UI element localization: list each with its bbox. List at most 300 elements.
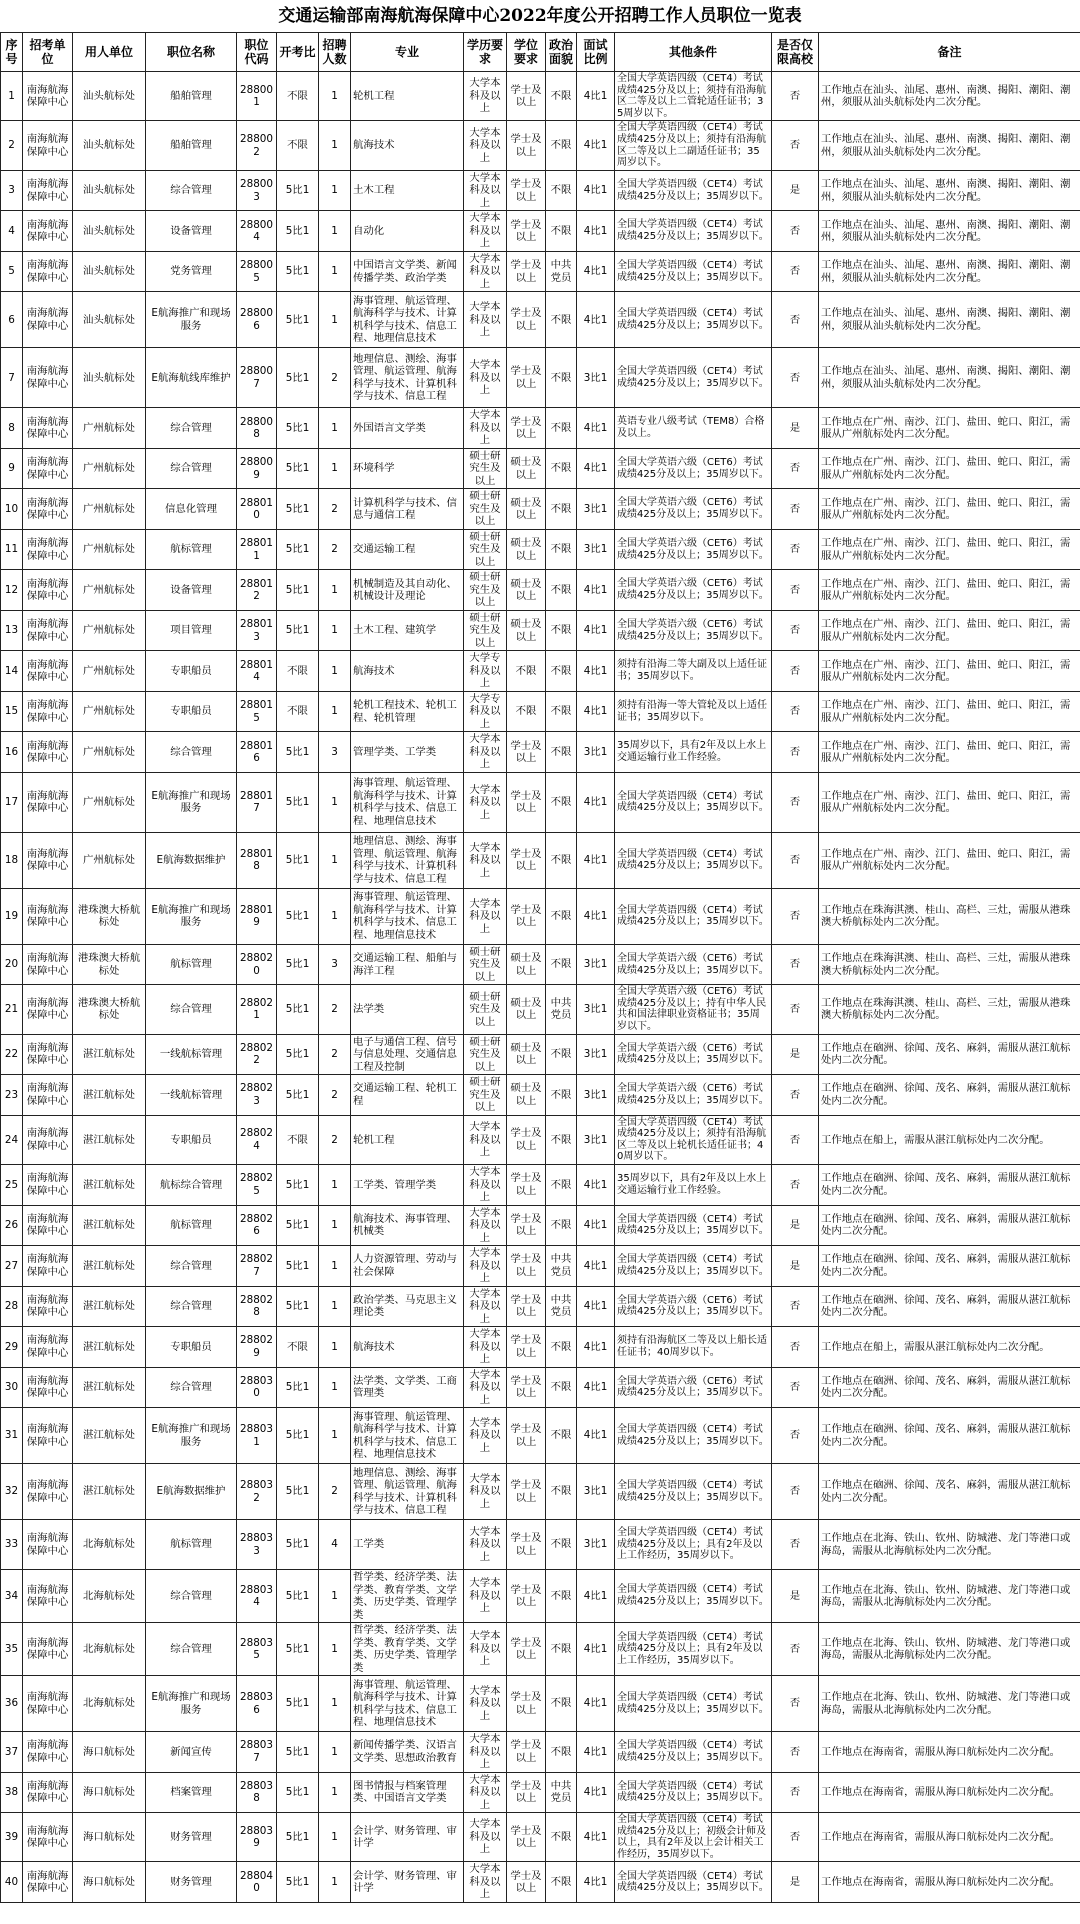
cell-seq: 24 xyxy=(1,1115,23,1164)
cell-major: 交通运输工程、轮机工程 xyxy=(351,1075,464,1116)
cell-graduates-only: 否 xyxy=(772,1286,819,1327)
cell-position-code: 288011 xyxy=(237,529,277,570)
cell-interview-ratio: 3比1 xyxy=(577,1115,615,1164)
cell-seq: 2 xyxy=(1,121,23,170)
cell-seq: 30 xyxy=(1,1367,23,1408)
cell-exam-unit: 南海航海保障中心 xyxy=(23,1772,73,1813)
cell-headcount: 1 xyxy=(319,72,351,121)
cell-employer: 广州航标处 xyxy=(73,691,146,732)
cell-exam-unit: 南海航海保障中心 xyxy=(23,610,73,651)
cell-seq: 25 xyxy=(1,1165,23,1206)
table-row xyxy=(1,888,1080,944)
cell-remarks: 工作地点在硇洲、徐闻、茂名、麻斜，需服从湛江航标处内二次分配。 xyxy=(819,1286,1080,1327)
cell-remarks: 工作地点在汕头、汕尾、惠州、南澳、揭阳、潮阳、潮州，须服从汕头航标处内二次分配。 xyxy=(819,72,1080,121)
cell-political-status: 不限 xyxy=(546,292,577,348)
cell-political-status: 中共党员 xyxy=(546,1246,577,1287)
cell-exam-ratio: 5比1 xyxy=(277,888,319,944)
cell-education: 大学本科及以上 xyxy=(464,1367,507,1408)
cell-major: 图书情报与档案管理类、中国语言文学类 xyxy=(351,1772,464,1813)
cell-political-status: 不限 xyxy=(546,888,577,944)
cell-seq: 21 xyxy=(1,985,23,1034)
cell-graduates-only: 否 xyxy=(772,832,819,888)
cell-political-status: 不限 xyxy=(546,832,577,888)
cell-exam-ratio: 5比1 xyxy=(277,1813,319,1862)
cell-graduates-only: 否 xyxy=(772,1464,819,1520)
cell-position-code: 288007 xyxy=(237,348,277,408)
cell-degree: 学士及以上 xyxy=(507,772,546,832)
cell-education: 大学本科及以上 xyxy=(464,251,507,292)
cell-political-status: 不限 xyxy=(546,408,577,449)
cell-graduates-only: 否 xyxy=(772,348,819,408)
cell-requirements: 全国大学英语四级（CET4）考试成绩425分及以上；35周岁以下。 xyxy=(615,832,772,888)
cell-employer: 湛江航标处 xyxy=(73,1115,146,1164)
cell-graduates-only: 否 xyxy=(772,1813,819,1862)
cell-seq: 29 xyxy=(1,1327,23,1368)
cell-degree: 学士及以上 xyxy=(507,832,546,888)
cell-position-code: 288022 xyxy=(237,1034,277,1075)
table-row xyxy=(1,985,1080,1034)
cell-political-status: 不限 xyxy=(546,1570,577,1623)
cell-employer: 海口航标处 xyxy=(73,1772,146,1813)
cell-education: 大学本科及以上 xyxy=(464,170,507,211)
cell-political-status: 不限 xyxy=(546,691,577,732)
cell-education: 大学本科及以上 xyxy=(464,1623,507,1676)
cell-exam-ratio: 5比1 xyxy=(277,251,319,292)
cell-remarks: 工作地点在海南省，需服从海口航标处内二次分配。 xyxy=(819,1772,1080,1813)
cell-position-code: 288021 xyxy=(237,985,277,1034)
cell-requirements: 全国大学英语六级（CET6）考试成绩425分及以上；35周岁以下。 xyxy=(615,489,772,530)
cell-position-code: 288036 xyxy=(237,1676,277,1732)
cell-employer: 湛江航标处 xyxy=(73,1246,146,1287)
cell-seq: 31 xyxy=(1,1408,23,1464)
cell-position-name: 航标管理 xyxy=(146,1205,237,1246)
cell-remarks: 工作地点在硇洲、徐闻、茂名、麻斜，需服从湛江航标处内二次分配。 xyxy=(819,1246,1080,1287)
cell-major: 航海技术、海事管理、机械类 xyxy=(351,1205,464,1246)
cell-employer: 湛江航标处 xyxy=(73,1075,146,1116)
table-row xyxy=(1,1246,1080,1287)
table-body xyxy=(1,72,1080,1903)
cell-requirements: 全国大学英语四级（CET4）考试成绩425分及以上；35周岁以下。 xyxy=(615,1246,772,1287)
cell-position-code: 288029 xyxy=(237,1327,277,1368)
cell-graduates-only: 是 xyxy=(772,1570,819,1623)
cell-employer: 海口航标处 xyxy=(73,1732,146,1773)
cell-remarks: 工作地点在北海、铁山、钦州、防城港、龙门等港口或海岛，需服从北海航标处内二次分配。 xyxy=(819,1676,1080,1732)
cell-position-name: 船舶管理 xyxy=(146,121,237,170)
cell-exam-unit: 南海航海保障中心 xyxy=(23,408,73,449)
cell-exam-unit: 南海航海保障中心 xyxy=(23,72,73,121)
cell-headcount: 2 xyxy=(319,489,351,530)
cell-employer: 海口航标处 xyxy=(73,1862,146,1903)
cell-major: 土木工程 xyxy=(351,170,464,211)
cell-political-status: 不限 xyxy=(546,1367,577,1408)
cell-requirements: 全国大学英语四级（CET4）考试成绩425分及以上；35周岁以下。 xyxy=(615,1408,772,1464)
cell-remarks: 工作地点在汕头、汕尾、惠州、南澳、揭阳、潮阳、潮州，须服从汕头航标处内二次分配。 xyxy=(819,121,1080,170)
cell-interview-ratio: 4比1 xyxy=(577,211,615,252)
cell-major: 环境科学 xyxy=(351,448,464,489)
cell-exam-ratio: 不限 xyxy=(277,691,319,732)
cell-position-code: 288010 xyxy=(237,489,277,530)
cell-employer: 湛江航标处 xyxy=(73,1367,146,1408)
cell-employer: 港珠澳大桥航标处 xyxy=(73,985,146,1034)
cell-remarks: 工作地点在珠海淇澳、桂山、高栏、三灶，需服从港珠澳大桥航标处内二次分配。 xyxy=(819,888,1080,944)
cell-position-code: 288025 xyxy=(237,1165,277,1206)
cell-education: 大学本科及以上 xyxy=(464,888,507,944)
cell-degree: 学士及以上 xyxy=(507,1205,546,1246)
cell-headcount: 1 xyxy=(319,1732,351,1773)
cell-remarks: 工作地点在广州、南沙、江门、盐田、蛇口、阳江，需服从广州航标处内二次分配。 xyxy=(819,448,1080,489)
cell-headcount: 2 xyxy=(319,985,351,1034)
cell-position-code: 288038 xyxy=(237,1772,277,1813)
cell-major: 土木工程、建筑学 xyxy=(351,610,464,651)
cell-position-code: 288017 xyxy=(237,772,277,832)
cell-interview-ratio: 4比1 xyxy=(577,1813,615,1862)
cell-employer: 广州航标处 xyxy=(73,570,146,611)
cell-interview-ratio: 4比1 xyxy=(577,1165,615,1206)
cell-remarks: 工作地点在海南省，需服从海口航标处内二次分配。 xyxy=(819,1732,1080,1773)
cell-exam-ratio: 5比1 xyxy=(277,489,319,530)
cell-requirements: 全国大学英语四级（CET4）考试成绩425分及以上；35周岁以下。 xyxy=(615,1862,772,1903)
table-row xyxy=(1,408,1080,449)
cell-interview-ratio: 3比1 xyxy=(577,732,615,773)
cell-exam-ratio: 5比1 xyxy=(277,1862,319,1903)
cell-exam-ratio: 5比1 xyxy=(277,1623,319,1676)
cell-exam-ratio: 5比1 xyxy=(277,1520,319,1570)
cell-requirements: 全国大学英语四级（CET4）考试成绩425分及以上；35周岁以下。 xyxy=(615,1732,772,1773)
cell-position-code: 288032 xyxy=(237,1464,277,1520)
cell-position-name: E航海推广和现场服务 xyxy=(146,292,237,348)
cell-remarks: 工作地点在硇洲、徐闻、茂名、麻斜，需服从湛江航标处内二次分配。 xyxy=(819,1165,1080,1206)
cell-position-code: 288018 xyxy=(237,832,277,888)
cell-exam-unit: 南海航海保障中心 xyxy=(23,1623,73,1676)
cell-remarks: 工作地点在硇洲、徐闻、茂名、麻斜，需服从湛江航标处内二次分配。 xyxy=(819,1075,1080,1116)
cell-interview-ratio: 4比1 xyxy=(577,1367,615,1408)
cell-degree: 不限 xyxy=(507,691,546,732)
cell-position-name: 财务管理 xyxy=(146,1862,237,1903)
cell-degree: 硕士及以上 xyxy=(507,1075,546,1116)
cell-seq: 22 xyxy=(1,1034,23,1075)
cell-exam-unit: 南海航海保障中心 xyxy=(23,292,73,348)
cell-major: 外国语言文学类 xyxy=(351,408,464,449)
cell-exam-ratio: 5比1 xyxy=(277,1570,319,1623)
cell-interview-ratio: 4比1 xyxy=(577,651,615,692)
cell-political-status: 不限 xyxy=(546,170,577,211)
cell-graduates-only: 是 xyxy=(772,408,819,449)
cell-requirements: 35周岁以下，具有2年及以上水上交通运输行业工作经验。 xyxy=(615,732,772,773)
cell-seq: 23 xyxy=(1,1075,23,1116)
cell-position-code: 288031 xyxy=(237,1408,277,1464)
cell-major: 哲学类、经济学类、法学类、教育学类、文学类、历史学类、管理学类 xyxy=(351,1623,464,1676)
cell-political-status: 不限 xyxy=(546,651,577,692)
cell-seq: 35 xyxy=(1,1623,23,1676)
cell-requirements: 全国大学英语六级（CET6）考试成绩425分及以上；35周岁以下。 xyxy=(615,448,772,489)
cell-position-code: 288020 xyxy=(237,944,277,985)
cell-interview-ratio: 4比1 xyxy=(577,72,615,121)
cell-exam-ratio: 不限 xyxy=(277,1327,319,1368)
cell-position-name: 专职船员 xyxy=(146,651,237,692)
cell-headcount: 1 xyxy=(319,1813,351,1862)
cell-education: 大学本科及以上 xyxy=(464,772,507,832)
cell-political-status: 不限 xyxy=(546,1813,577,1862)
cell-graduates-only: 是 xyxy=(772,1246,819,1287)
cell-exam-ratio: 5比1 xyxy=(277,408,319,449)
cell-interview-ratio: 4比1 xyxy=(577,832,615,888)
cell-major: 政治学类、马克思主义理论类 xyxy=(351,1286,464,1327)
cell-political-status: 中共党员 xyxy=(546,251,577,292)
cell-seq: 14 xyxy=(1,651,23,692)
cell-political-status: 不限 xyxy=(546,772,577,832)
cell-position-code: 288008 xyxy=(237,408,277,449)
cell-graduates-only: 是 xyxy=(772,170,819,211)
cell-position-code: 288003 xyxy=(237,170,277,211)
cell-education: 硕士研究生及以上 xyxy=(464,944,507,985)
cell-exam-ratio: 5比1 xyxy=(277,1464,319,1520)
cell-exam-ratio: 5比1 xyxy=(277,1075,319,1116)
cell-graduates-only: 否 xyxy=(772,292,819,348)
cell-graduates-only: 否 xyxy=(772,121,819,170)
table-row xyxy=(1,610,1080,651)
cell-degree: 硕士及以上 xyxy=(507,529,546,570)
cell-remarks: 工作地点在广州、南沙、江门、盐田、蛇口、阳江，需服从广州航标处内二次分配。 xyxy=(819,651,1080,692)
cell-headcount: 3 xyxy=(319,732,351,773)
cell-position-code: 288030 xyxy=(237,1367,277,1408)
cell-position-name: 设备管理 xyxy=(146,570,237,611)
cell-headcount: 1 xyxy=(319,1676,351,1732)
cell-education: 大学本科及以上 xyxy=(464,1115,507,1164)
cell-interview-ratio: 4比1 xyxy=(577,1205,615,1246)
cell-major: 轮机工程 xyxy=(351,72,464,121)
cell-graduates-only: 否 xyxy=(772,1165,819,1206)
cell-employer: 汕头航标处 xyxy=(73,121,146,170)
cell-position-code: 288026 xyxy=(237,1205,277,1246)
cell-position-name: 综合管理 xyxy=(146,448,237,489)
cell-education: 硕士研究生及以上 xyxy=(464,489,507,530)
cell-graduates-only: 否 xyxy=(772,1676,819,1732)
cell-requirements: 全国大学英语六级（CET6）考试成绩425分及以上；持有中华人民共和国法律职业资格证书；35周岁以下。 xyxy=(615,985,772,1034)
table-row xyxy=(1,772,1080,832)
cell-employer: 汕头航标处 xyxy=(73,72,146,121)
cell-graduates-only: 否 xyxy=(772,772,819,832)
table-row xyxy=(1,489,1080,530)
cell-requirements: 英语专业八级考试（TEM8）合格及以上。 xyxy=(615,408,772,449)
table-row xyxy=(1,529,1080,570)
cell-position-code: 288002 xyxy=(237,121,277,170)
cell-education: 大学本科及以上 xyxy=(464,348,507,408)
cell-education: 大学本科及以上 xyxy=(464,292,507,348)
cell-major: 中国语言文学类、新闻传播学类、政治学类 xyxy=(351,251,464,292)
cell-seq: 37 xyxy=(1,1732,23,1773)
header-cell: 学历要求 xyxy=(464,33,507,72)
cell-political-status: 不限 xyxy=(546,1075,577,1116)
cell-degree: 不限 xyxy=(507,651,546,692)
cell-headcount: 1 xyxy=(319,121,351,170)
cell-exam-ratio: 不限 xyxy=(277,121,319,170)
cell-major: 工学类、管理学类 xyxy=(351,1165,464,1206)
cell-remarks: 工作地点在硇洲、徐闻、茂名、麻斜，需服从湛江航标处内二次分配。 xyxy=(819,1464,1080,1520)
cell-graduates-only: 否 xyxy=(772,211,819,252)
cell-position-name: E航海数据维护 xyxy=(146,1464,237,1520)
cell-political-status: 不限 xyxy=(546,1034,577,1075)
cell-political-status: 不限 xyxy=(546,489,577,530)
cell-headcount: 1 xyxy=(319,888,351,944)
cell-political-status: 不限 xyxy=(546,1623,577,1676)
cell-education: 大学本科及以上 xyxy=(464,408,507,449)
header-cell: 专业 xyxy=(351,33,464,72)
table-row xyxy=(1,832,1080,888)
cell-education: 大学本科及以上 xyxy=(464,72,507,121)
cell-exam-ratio: 5比1 xyxy=(277,944,319,985)
cell-position-name: 一线航标管理 xyxy=(146,1034,237,1075)
cell-position-name: 专职船员 xyxy=(146,1327,237,1368)
cell-interview-ratio: 4比1 xyxy=(577,1286,615,1327)
cell-remarks: 工作地点在海南省，需服从海口航标处内二次分配。 xyxy=(819,1813,1080,1862)
cell-position-code: 288001 xyxy=(237,72,277,121)
cell-employer: 汕头航标处 xyxy=(73,211,146,252)
header-cell: 其他条件 xyxy=(615,33,772,72)
cell-exam-unit: 南海航海保障中心 xyxy=(23,732,73,773)
cell-headcount: 2 xyxy=(319,529,351,570)
cell-requirements: 全国大学英语六级（CET6）考试成绩425分及以上；35周岁以下。 xyxy=(615,610,772,651)
cell-exam-unit: 南海航海保障中心 xyxy=(23,570,73,611)
cell-political-status: 不限 xyxy=(546,1165,577,1206)
header-cell: 开考比 xyxy=(277,33,319,72)
cell-interview-ratio: 4比1 xyxy=(577,691,615,732)
cell-requirements: 全国大学英语四级（CET4）考试成绩425分及以上；35周岁以下。 xyxy=(615,251,772,292)
cell-graduates-only: 否 xyxy=(772,1772,819,1813)
cell-major: 计算机科学与技术、信息与通信工程 xyxy=(351,489,464,530)
cell-position-code: 288024 xyxy=(237,1115,277,1164)
cell-exam-unit: 南海航海保障中心 xyxy=(23,348,73,408)
cell-major: 海事管理、航运管理、航海科学与技术、计算机科学与技术、信息工程、地理信息技术 xyxy=(351,1676,464,1732)
cell-exam-unit: 南海航海保障中心 xyxy=(23,1520,73,1570)
cell-major: 自动化 xyxy=(351,211,464,252)
header-cell: 招考单位 xyxy=(23,33,73,72)
cell-position-code: 288027 xyxy=(237,1246,277,1287)
cell-degree: 学士及以上 xyxy=(507,1246,546,1287)
cell-requirements: 全国大学英语四级（CET4）考试成绩425分及以上；须持有沿海航区二等及以上二副适任证书；35周岁以下。 xyxy=(615,121,772,170)
table-row xyxy=(1,1408,1080,1464)
cell-employer: 湛江航标处 xyxy=(73,1408,146,1464)
cell-seq: 34 xyxy=(1,1570,23,1623)
cell-degree: 学士及以上 xyxy=(507,1367,546,1408)
cell-interview-ratio: 4比1 xyxy=(577,292,615,348)
cell-employer: 湛江航标处 xyxy=(73,1464,146,1520)
cell-major: 人力资源管理、劳动与社会保障 xyxy=(351,1246,464,1287)
cell-education: 大学本科及以上 xyxy=(464,1286,507,1327)
cell-degree: 学士及以上 xyxy=(507,251,546,292)
cell-exam-ratio: 不限 xyxy=(277,651,319,692)
cell-remarks: 工作地点在硇洲、徐闻、茂名、麻斜，需服从湛江航标处内二次分配。 xyxy=(819,1408,1080,1464)
cell-political-status: 不限 xyxy=(546,1327,577,1368)
cell-exam-unit: 南海航海保障中心 xyxy=(23,1408,73,1464)
cell-degree: 学士及以上 xyxy=(507,1813,546,1862)
cell-political-status: 不限 xyxy=(546,211,577,252)
cell-major: 法学类 xyxy=(351,985,464,1034)
cell-interview-ratio: 4比1 xyxy=(577,1676,615,1732)
cell-seq: 4 xyxy=(1,211,23,252)
cell-requirements: 全国大学英语六级（CET6）考试成绩425分及以上；35周岁以下。 xyxy=(615,570,772,611)
cell-headcount: 1 xyxy=(319,170,351,211)
cell-position-code: 288013 xyxy=(237,610,277,651)
cell-exam-ratio: 5比1 xyxy=(277,529,319,570)
cell-education: 大学本科及以上 xyxy=(464,1327,507,1368)
cell-seq: 32 xyxy=(1,1464,23,1520)
cell-interview-ratio: 3比1 xyxy=(577,985,615,1034)
cell-graduates-only: 是 xyxy=(772,1034,819,1075)
cell-exam-unit: 南海航海保障中心 xyxy=(23,1205,73,1246)
cell-education: 硕士研究生及以上 xyxy=(464,985,507,1034)
cell-requirements: 全国大学英语四级（CET4）考试成绩425分及以上；35周岁以下。 xyxy=(615,1772,772,1813)
cell-education: 大学本科及以上 xyxy=(464,1464,507,1520)
cell-graduates-only: 是 xyxy=(772,1862,819,1903)
cell-employer: 港珠澳大桥航标处 xyxy=(73,944,146,985)
cell-position-name: 航标管理 xyxy=(146,1520,237,1570)
cell-degree: 学士及以上 xyxy=(507,1772,546,1813)
table-header-row xyxy=(1,33,1080,72)
cell-position-code: 288006 xyxy=(237,292,277,348)
cell-education: 硕士研究生及以上 xyxy=(464,1075,507,1116)
cell-exam-ratio: 5比1 xyxy=(277,772,319,832)
cell-headcount: 1 xyxy=(319,832,351,888)
cell-major: 新闻传播学类、汉语言文学类、思想政治教育 xyxy=(351,1732,464,1773)
cell-requirements: 全国大学英语六级（CET6）考试成绩425分及以上；35周岁以下。 xyxy=(615,1075,772,1116)
cell-requirements: 全国大学英语四级（CET4）考试成绩425分及以上；35周岁以下。 xyxy=(615,888,772,944)
cell-remarks: 工作地点在船上，需服从湛江航标处内二次分配。 xyxy=(819,1327,1080,1368)
cell-position-name: E航海推广和现场服务 xyxy=(146,772,237,832)
cell-exam-unit: 南海航海保障中心 xyxy=(23,1327,73,1368)
cell-graduates-only: 否 xyxy=(772,1408,819,1464)
cell-education: 硕士研究生及以上 xyxy=(464,610,507,651)
cell-major: 哲学类、经济学类、法学类、教育学类、文学类、历史学类、管理学类 xyxy=(351,1570,464,1623)
cell-headcount: 2 xyxy=(319,1464,351,1520)
cell-major: 海事管理、航运管理、航海科学与技术、计算机科学与技术、信息工程、地理信息技术 xyxy=(351,772,464,832)
cell-headcount: 1 xyxy=(319,211,351,252)
positions-table xyxy=(0,32,1080,1903)
cell-seq: 6 xyxy=(1,292,23,348)
cell-education: 硕士研究生及以上 xyxy=(464,1034,507,1075)
cell-headcount: 4 xyxy=(319,1520,351,1570)
cell-education: 大学本科及以上 xyxy=(464,1408,507,1464)
cell-remarks: 工作地点在汕头、汕尾、惠州、南澳、揭阳、潮阳、潮州，须服从汕头航标处内二次分配。 xyxy=(819,211,1080,252)
cell-remarks: 工作地点在广州、南沙、江门、盐田、蛇口、阳江，需服从广州航标处内二次分配。 xyxy=(819,610,1080,651)
cell-headcount: 1 xyxy=(319,1165,351,1206)
cell-political-status: 不限 xyxy=(546,1115,577,1164)
cell-degree: 学士及以上 xyxy=(507,732,546,773)
cell-position-name: 专职船员 xyxy=(146,691,237,732)
cell-headcount: 1 xyxy=(319,1205,351,1246)
cell-seq: 33 xyxy=(1,1520,23,1570)
cell-exam-unit: 南海航海保障中心 xyxy=(23,489,73,530)
cell-requirements: 全国大学英语四级（CET4）考试成绩425分及以上；35周岁以下。 xyxy=(615,348,772,408)
table-row xyxy=(1,1676,1080,1732)
cell-degree: 学士及以上 xyxy=(507,1165,546,1206)
cell-major: 工学类 xyxy=(351,1520,464,1570)
cell-exam-unit: 南海航海保障中心 xyxy=(23,251,73,292)
cell-political-status: 中共党员 xyxy=(546,1286,577,1327)
cell-major: 海事管理、航运管理、航海科学与技术、计算机科学与技术、信息工程、地理信息技术 xyxy=(351,1408,464,1464)
cell-degree: 学士及以上 xyxy=(507,1862,546,1903)
cell-major: 航海技术 xyxy=(351,121,464,170)
cell-headcount: 1 xyxy=(319,1286,351,1327)
cell-requirements: 全国大学英语四级（CET4）考试成绩425分及以上；须持有沿海航区二等及以上二管轮适任证书；35周岁以下。 xyxy=(615,72,772,121)
cell-education: 大学本科及以上 xyxy=(464,1165,507,1206)
table-row xyxy=(1,448,1080,489)
cell-seq: 13 xyxy=(1,610,23,651)
cell-degree: 学士及以上 xyxy=(507,1464,546,1520)
cell-major: 交通运输工程、船舶与海洋工程 xyxy=(351,944,464,985)
cell-headcount: 1 xyxy=(319,1367,351,1408)
cell-major: 轮机工程技术、轮机工程、轮机管理 xyxy=(351,691,464,732)
cell-employer: 广州航标处 xyxy=(73,772,146,832)
